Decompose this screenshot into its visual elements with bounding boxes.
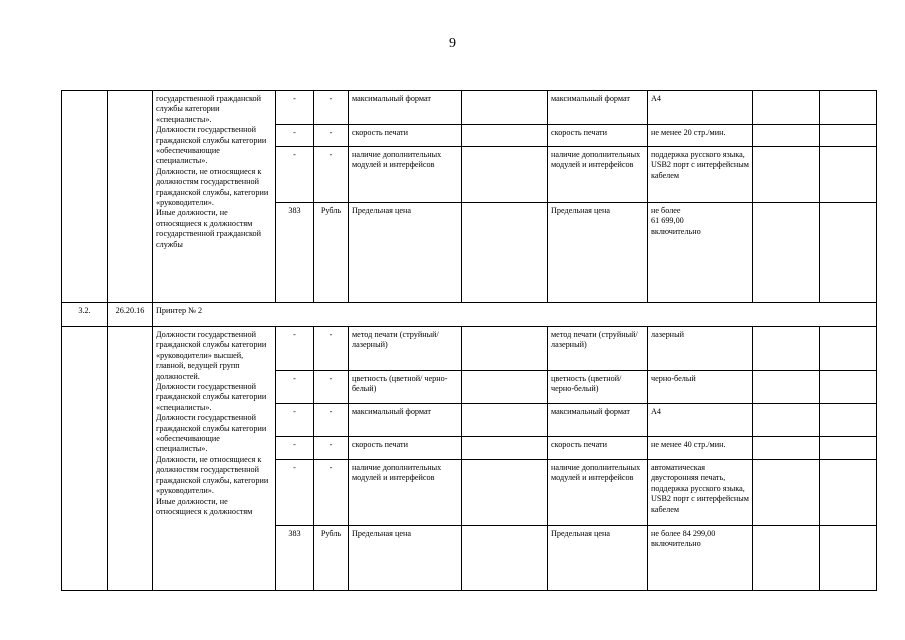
value-cell: А4 <box>648 91 753 125</box>
empty-cell <box>462 203 548 303</box>
characteristic-cell: цветность (цветной/ черно-белый) <box>548 371 648 404</box>
section-number: 3.2. <box>62 303 108 327</box>
okei-code-cell: - <box>276 371 314 404</box>
empty-cell <box>753 526 820 591</box>
empty-cell <box>462 125 548 147</box>
characteristic-cell: скорость печати <box>548 437 648 460</box>
unit-cell: - <box>314 327 349 371</box>
unit-cell: - <box>314 125 349 147</box>
value-cell: не менее 20 стр./мин. <box>648 125 753 147</box>
value-cell: не менее 40 стр./мин. <box>648 437 753 460</box>
value-cell: лазерный <box>648 327 753 371</box>
characteristic-cell: наличие дополнительных модулей и интерфейсов <box>349 460 462 526</box>
okei-code-cell: - <box>276 327 314 371</box>
empty-cell <box>820 460 877 526</box>
okei-code-cell: - <box>276 147 314 203</box>
empty-cell <box>462 526 548 591</box>
okpd-code-cell <box>108 91 153 303</box>
characteristic-cell: максимальный формат <box>548 404 648 437</box>
value-cell: автоматическая двусторонняя печать, поддержка русского языка, USB2 порт с интерфейсным кабелем <box>648 460 753 526</box>
row-number-cell <box>62 327 108 591</box>
empty-cell <box>462 327 548 371</box>
empty-cell <box>820 147 877 203</box>
specification-table <box>61 90 877 591</box>
characteristic-cell: Предельная цена <box>548 526 648 591</box>
okei-code-cell: - <box>276 404 314 437</box>
characteristic-cell: скорость печати <box>349 125 462 147</box>
characteristic-cell: Предельная цена <box>548 203 648 303</box>
characteristic-cell: наличие дополнительных модулей и интерфейсов <box>548 147 648 203</box>
characteristic-cell: метод печати (струйный/ лазерный) <box>349 327 462 371</box>
value-cell: поддержка русского языка, USB2 порт с интерфейсным кабелем <box>648 147 753 203</box>
empty-cell <box>753 460 820 526</box>
empty-cell <box>462 91 548 125</box>
empty-cell <box>753 91 820 125</box>
characteristic-cell: Предельная цена <box>349 526 462 591</box>
empty-cell <box>820 91 877 125</box>
empty-cell <box>462 460 548 526</box>
page-number: 9 <box>449 36 456 51</box>
characteristic-cell: скорость печати <box>349 437 462 460</box>
empty-cell <box>820 125 877 147</box>
empty-cell <box>753 371 820 404</box>
table-row <box>62 327 877 371</box>
value-cell: не более 84 299,00 включительно <box>648 526 753 591</box>
empty-cell <box>753 125 820 147</box>
row-number-cell <box>62 91 108 303</box>
empty-cell <box>820 437 877 460</box>
okei-code-cell: - <box>276 437 314 460</box>
value-cell: не более 61 699,00 включительно <box>648 203 753 303</box>
positions-cell: Должности государственной гражданской службы категории «руководители» высшей, главной, ведущей групп должностей. Должности государственной гражданской службы категории «специалисты». Должности государственной гражданской службы категории «обеспечивающие специалисты». Должности, не относящиеся к должностям государственной гражданской службы, категории «руководители». Иные должности, не относящиеся к должностям <box>153 327 276 591</box>
empty-cell <box>753 437 820 460</box>
empty-cell <box>820 371 877 404</box>
unit-cell: Рубль <box>314 203 349 303</box>
section-row <box>62 303 877 327</box>
empty-cell <box>820 327 877 371</box>
characteristic-cell: Предельная цена <box>349 203 462 303</box>
unit-cell: - <box>314 404 349 437</box>
empty-cell <box>753 203 820 303</box>
empty-cell <box>462 147 548 203</box>
unit-cell: - <box>314 91 349 125</box>
unit-cell: - <box>314 147 349 203</box>
okei-code-cell: - <box>276 460 314 526</box>
unit-cell: - <box>314 371 349 404</box>
value-cell: черно-белый <box>648 371 753 404</box>
positions-cell: государственной гражданской службы категории «специалисты». Должности государственной гражданской службы категории «обеспечивающие специалисты». Должности, не относящиеся к должностям государственной гражданской службы, категории «руководители». Иные должности, не относящиеся к должностям государственной гражданской службы <box>153 91 276 303</box>
characteristic-cell: скорость печати <box>548 125 648 147</box>
section-title: Принтер № 2 <box>153 303 877 327</box>
empty-cell <box>820 404 877 437</box>
characteristic-cell: наличие дополнительных модулей и интерфейсов <box>349 147 462 203</box>
okei-code-cell: 383 <box>276 526 314 591</box>
unit-cell: - <box>314 437 349 460</box>
value-cell: А4 <box>648 404 753 437</box>
empty-cell <box>753 327 820 371</box>
characteristic-cell: цветность (цветной/ черно-белый) <box>349 371 462 404</box>
empty-cell <box>820 203 877 303</box>
section-code: 26.20.16 <box>108 303 153 327</box>
empty-cell <box>462 404 548 437</box>
empty-cell <box>753 404 820 437</box>
characteristic-cell: максимальный формат <box>349 91 462 125</box>
empty-cell <box>462 437 548 460</box>
characteristic-cell: наличие дополнительных модулей и интерфейсов <box>548 460 648 526</box>
empty-cell <box>462 371 548 404</box>
empty-cell <box>820 526 877 591</box>
okpd-code-cell <box>108 327 153 591</box>
unit-cell: Рубль <box>314 526 349 591</box>
okei-code-cell: 383 <box>276 203 314 303</box>
okei-code-cell: - <box>276 91 314 125</box>
table-row <box>62 91 877 125</box>
unit-cell: - <box>314 460 349 526</box>
characteristic-cell: метод печати (струйный/ лазерный) <box>548 327 648 371</box>
okei-code-cell: - <box>276 125 314 147</box>
empty-cell <box>753 147 820 203</box>
characteristic-cell: максимальный формат <box>349 404 462 437</box>
characteristic-cell: максимальный формат <box>548 91 648 125</box>
